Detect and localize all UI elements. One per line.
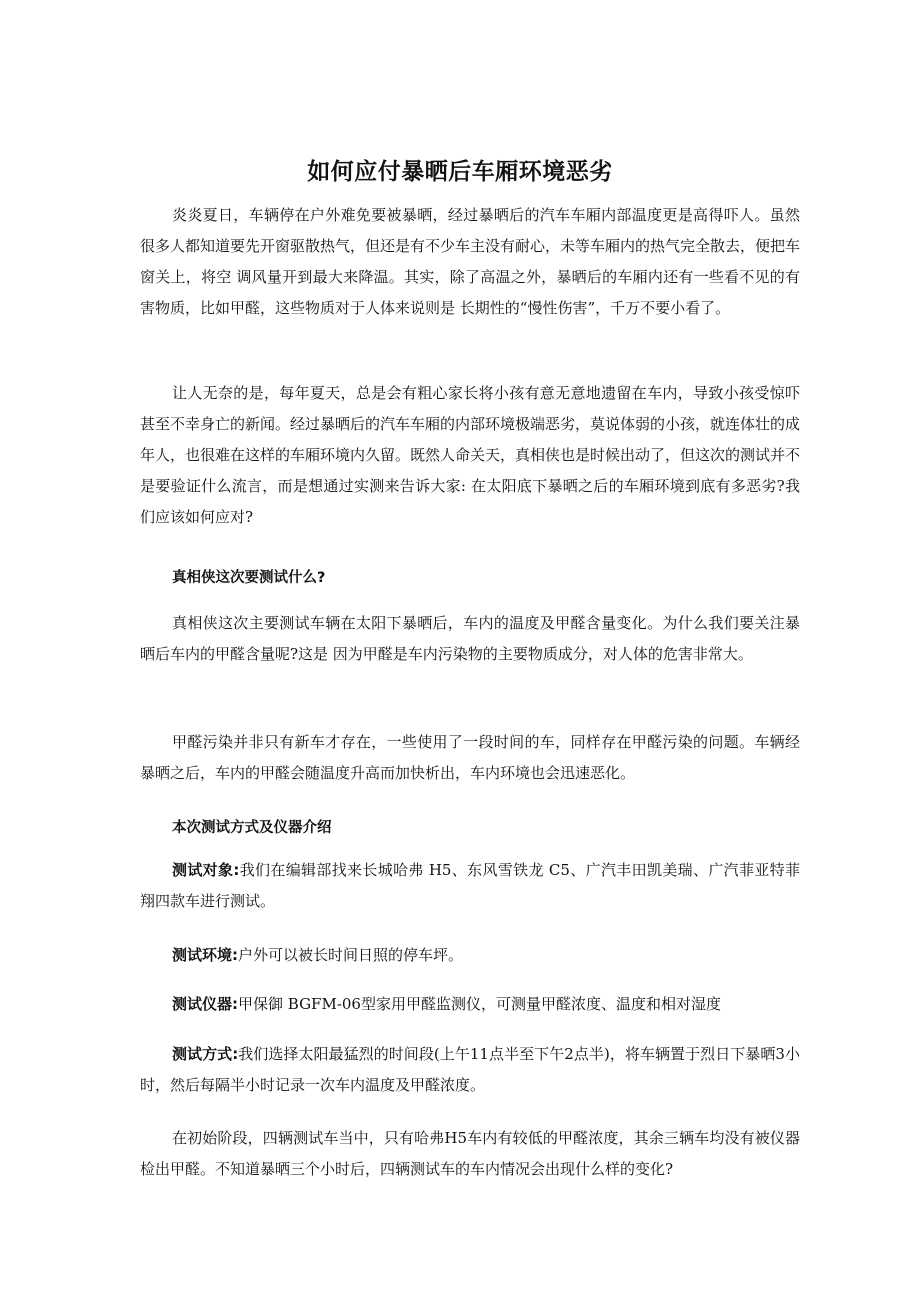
section-heading-test-method: 本次测试方式及仪器介绍	[172, 820, 332, 836]
test-method-paragraph	[140, 1039, 800, 1101]
test-instrument-label: 测试仪器:	[172, 995, 238, 1013]
page-title: 如何应付暴晒后车厢环境恶劣	[307, 158, 613, 186]
test-purpose-paragraph: 真相侠这次主要测试车辆在太阳下暴晒后，车内的温度及甲醛含量变化。为什么我们要关注暴晒后车内的甲醛含量呢?这是 因为甲醛是车内污染物的主要物质成分，对人体的危害非常大。	[140, 614, 800, 663]
section-heading-what-to-test: 真相侠这次要测试什么?	[172, 570, 326, 586]
test-instrument-paragraph	[140, 989, 800, 1020]
test-environment-label: 测试环境:	[172, 946, 238, 964]
formaldehyde-paragraph: 甲醛污染并非只有新车才存在，一些使用了一段时间的车，同样存在甲醛污染的问题。车辆经暴晒之后，车内的甲醛会随温度升高而加快析出，车内环境也会迅速恶化。	[140, 733, 800, 782]
background-paragraph: 让人无奈的是，每年夏天，总是会有粗心家长将小孩有意无意地遗留在车内，导致小孩受惊吓甚至不幸身亡的新闻。经过暴晒后的汽车车厢的内部环境极端恶劣，莫说体弱的小孩，就连体壮的成年人，也很难在这样的车厢环境内久留。既然人命关天，真相侠也是时候出动了，但这次的测试并不是要验证什么流言，而是想通过实测来告诉大家: 在太阳底下暴晒之后的车厢环境到底有多恶劣?我们应该如何应对?	[140, 384, 801, 526]
initial-stage-paragraph: 在初始阶段，四辆测试车当中，只有哈弗H5车内有较低的甲醛浓度，其余三辆车均没有被仪器检出甲醛。不知道暴晒三个小时后，四辆测试车的车内情况会出现什么样的变化?	[140, 1129, 800, 1178]
test-method-label: 测试方式:	[172, 1045, 239, 1063]
intro-paragraph: 炎炎夏日，车辆停在户外难免要被暴晒，经过暴晒后的汽车车厢内部温度更是高得吓人。虽然很多人都知道要先开窗驱散热气，但还是有不少车主没有耐心，未等车厢内的热气完全散去，便把车窗关上，将空 调风量开到最大来降温。其实，除了高温之外，暴晒后的车厢内还有一些看不见的有害物质，比如甲醛，这些物质对于人体来说则是 长期性的“慢性伤害”，千万不要小看了。	[140, 206, 801, 317]
test-method-text: 我们选择太阳最猛烈的时间段(上午11点半至下午2点半)，将车辆置于烈日下暴晒3小时，然后每隔半小时记录一次车内温度及甲醛浓度。	[140, 1045, 800, 1094]
test-environment-paragraph	[140, 940, 800, 971]
test-object-paragraph	[140, 855, 800, 917]
test-instrument-text: 甲保御 BGFM-06型家用甲醛监测仪，可测量甲醛浓度、温度和相对湿度	[238, 995, 721, 1013]
test-environment-text: 户外可以被长时间日照的停车坪。	[238, 946, 464, 964]
test-object-text: 我们在编辑部找来长城哈弗 H5、东风雪铁龙 C5、广汽丰田凯美瑞、广汽菲亚特菲翔四款车进行测试。	[140, 861, 801, 910]
test-object-label: 测试对象:	[172, 861, 240, 879]
